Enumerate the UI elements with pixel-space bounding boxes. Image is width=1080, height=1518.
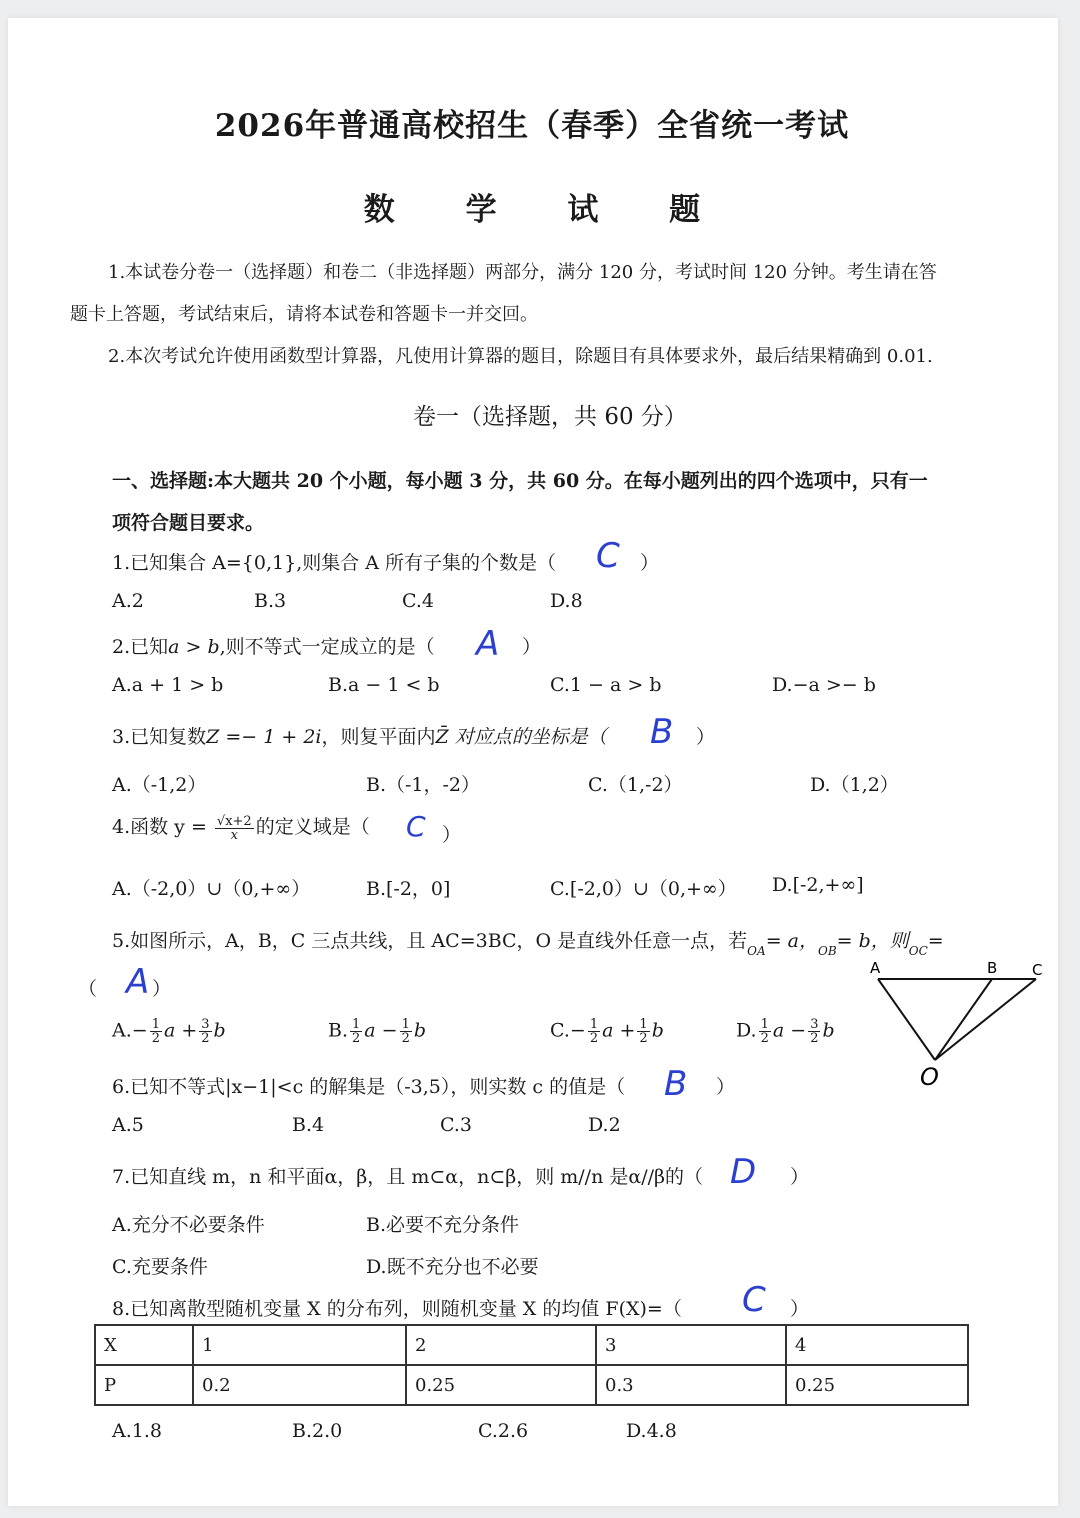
table-row-x — [95, 1325, 968, 1365]
section-heading: 卷一（选择题，共 60 分） — [413, 404, 687, 430]
table-cell: X — [95, 1325, 193, 1365]
question-3-close-paren: ） — [696, 726, 716, 748]
option-end: b — [213, 1019, 226, 1042]
question-5-option-d — [736, 1018, 835, 1045]
question-6-close-paren: ） — [716, 1076, 736, 1098]
question-5-vector-oa: OA — [747, 944, 766, 958]
frac-numerator: 1 — [639, 1017, 648, 1032]
question-2-stem-math: a > b — [168, 636, 220, 658]
table-cell: 0.2 — [193, 1365, 406, 1405]
option-prefix: B. — [328, 1019, 349, 1042]
question-4-handwritten-answer: C — [406, 810, 426, 843]
question-8-option-a: A.1.8 — [112, 1420, 162, 1442]
frac-numerator: 1 — [760, 1017, 769, 1032]
question-1-option-d: D.8 — [550, 590, 583, 612]
frac-denominator: 2 — [760, 1031, 769, 1046]
question-7-option-d: D.既不充分也不必要 — [366, 1256, 539, 1278]
question-4-stem — [112, 812, 370, 842]
question-5-close-paren: ） — [152, 978, 172, 1000]
question-3-option-c: C.（1,-2） — [588, 774, 683, 796]
question-3-stem-prefix: 3.已知复数 — [112, 726, 207, 748]
question-1-handwritten-answer: C — [596, 536, 620, 576]
note-2: 2.本次考试允许使用函数型计算器，凡使用计算器的题目，除题目有具体要求外，最后结果精确到 0.01. — [108, 346, 933, 367]
question-6-option-c: C.3 — [440, 1114, 472, 1136]
question-5-eq-a: = a， — [765, 930, 818, 952]
frac-denominator: 2 — [401, 1031, 410, 1046]
option-end: b — [651, 1019, 664, 1042]
frac-denominator: 2 — [639, 1031, 648, 1046]
frac-denominator: 2 — [201, 1031, 210, 1046]
frac-numerator: 3 — [810, 1017, 819, 1032]
question-2-option-c: C.1 − a > b — [550, 674, 662, 696]
question-6-option-d: D.2 — [588, 1114, 621, 1136]
question-3-option-a: A.（-1,2） — [112, 774, 207, 796]
note-1-line-2: 题卡上答题，考试结束后，请将本试卷和答题卡一并交回。 — [70, 304, 538, 325]
table-cell: P — [95, 1365, 193, 1405]
question-2-option-a: A.a + 1 > b — [112, 674, 224, 696]
question-2-stem — [112, 632, 435, 659]
question-2-close-paren: ） — [522, 636, 542, 658]
question-7-stem: 7.已知直线 m，n 和平面α，β，且 m⊂α，n⊂β，则 m//n 是α//β的（ — [112, 1166, 703, 1188]
figure-label-a: A — [870, 959, 881, 977]
question-5-option-a — [112, 1018, 226, 1045]
figure-label-b: B — [987, 959, 998, 977]
question-2-stem-suffix: ,则不等式一定成立的是（ — [219, 636, 435, 658]
question-5-stem — [112, 926, 944, 958]
question-1-stem: 1.已知集合 A={0,1},则集合 A 所有子集的个数是（ — [112, 552, 557, 574]
option-prefix: D. — [736, 1019, 757, 1042]
figure-line-bo — [935, 979, 992, 1060]
question-7-option-a: A.充分不必要条件 — [112, 1214, 265, 1236]
question-3-stem-mid: ，则复平面内 — [321, 726, 436, 748]
option-end: b — [822, 1019, 835, 1042]
question-8-option-b: B.2.0 — [292, 1420, 343, 1442]
question-6-handwritten-answer: B — [664, 1064, 688, 1104]
table-row-p — [95, 1365, 968, 1405]
distribution-table — [94, 1324, 969, 1406]
question-2-stem-prefix: 2.已知 — [112, 636, 169, 658]
frac-numerator: 1 — [589, 1017, 599, 1032]
exam-subtitle: 数 学 试 题 — [363, 192, 731, 228]
option-mid: a − — [772, 1019, 807, 1042]
note-1-line-1: 1.本试卷分卷一（选择题）和卷二（非选择题）两部分，满分 120 分，考试时间 120 分钟。考生请在答 — [108, 262, 937, 283]
question-5-triangle-figure — [860, 955, 1060, 1095]
frac-denominator: 2 — [352, 1031, 361, 1046]
figure-label-c: C — [1032, 961, 1043, 979]
question-8-handwritten-answer: C — [742, 1280, 766, 1320]
question-5-vector-ob: OB — [817, 944, 837, 958]
question-6-stem: 6.已知不等式|x−1|<c 的解集是（-3,5），则实数 c 的值是（ — [112, 1076, 626, 1098]
question-1-option-a: A.2 — [112, 590, 144, 612]
option-prefix: A.− — [112, 1019, 148, 1042]
question-4-option-a: A.（-2,0）∪（0,+∞） — [112, 878, 311, 900]
option-mid: a + — [163, 1019, 198, 1042]
figure-label-o: O — [920, 1063, 939, 1091]
question-4-fraction-numerator: √x+2 — [216, 813, 252, 829]
question-4-option-c: C.[-2,0）∪（0,+∞） — [550, 878, 737, 900]
table-cell: 3 — [596, 1325, 786, 1365]
question-5-stem-text: 5.如图所示，A，B，C 三点共线，且 AC=3BC，O 是直线外任意一点，若 — [112, 930, 748, 952]
question-3-option-b: B.（-1，-2） — [366, 774, 481, 796]
question-4-option-d: D.[-2,+∞] — [772, 874, 864, 896]
frac-denominator: 2 — [589, 1031, 599, 1046]
question-4-close-paren: ） — [442, 824, 462, 846]
question-4-fraction-denominator: x — [230, 827, 238, 843]
option-end: b — [413, 1019, 427, 1042]
exam-paper — [8, 18, 1058, 1506]
question-4-stem-prefix: 4.函数 y = — [112, 816, 207, 838]
question-4-stem-suffix: 的定义域是（ — [255, 816, 370, 838]
exam-title: 2026年普通高校招生（春季）全省统一考试 — [214, 108, 850, 144]
question-6-option-b: B.4 — [292, 1114, 325, 1136]
question-1-option-b: B.3 — [254, 590, 287, 612]
question-1-close-paren: ） — [640, 552, 660, 574]
question-7-option-b: B.必要不充分条件 — [366, 1214, 520, 1236]
question-7-close-paren: ） — [790, 1166, 810, 1188]
frac-numerator: 1 — [352, 1017, 361, 1032]
question-8-stem: 8.已知离散型随机变量 X 的分布列，则随机变量 X 的均值 F(X)=（ — [112, 1298, 682, 1320]
instructions-line-1: 一、选择题:本大题共 20 个小题，每小题 3 分，共 60 分。在每小题列出的四个选项中，只有一 — [112, 470, 928, 492]
question-4-option-b: B.[-2，0] — [366, 878, 451, 900]
question-7-handwritten-answer: D — [730, 1152, 757, 1192]
frac-numerator: 1 — [401, 1017, 410, 1032]
question-5-open-paren: （ — [78, 978, 98, 1000]
question-3-stem — [112, 722, 607, 749]
table-cell: 1 — [193, 1325, 406, 1365]
table-cell: 0.25 — [406, 1365, 596, 1405]
option-mid: a − — [364, 1019, 398, 1042]
question-3-option-d: D.（1,2） — [810, 774, 899, 796]
question-7-option-c: C.充要条件 — [112, 1256, 208, 1278]
question-5-handwritten-answer: A — [126, 962, 150, 1002]
option-prefix: C.− — [550, 1019, 586, 1042]
option-mid: a + — [602, 1019, 636, 1042]
question-5-vector-oc: OC — [908, 944, 928, 958]
figure-line-co — [935, 979, 1036, 1060]
question-8-option-c: C.2.6 — [478, 1420, 529, 1442]
frac-numerator: 3 — [201, 1017, 210, 1032]
instructions-line-2: 项符合题目要求。 — [112, 512, 265, 534]
question-5-option-c — [550, 1018, 664, 1045]
question-3-handwritten-answer: B — [650, 712, 674, 752]
question-3-stem-suffix: Z̄ 对应点的坐标是（ — [435, 726, 607, 748]
question-3-stem-math: Z =− 1 + 2i — [206, 726, 322, 748]
question-5-option-b — [328, 1018, 426, 1045]
figure-line-ao — [878, 979, 935, 1060]
table-cell: 0.25 — [786, 1365, 968, 1405]
question-1-option-c: C.4 — [402, 590, 434, 612]
table-cell: 0.3 — [596, 1365, 786, 1405]
question-2-option-d: D.−a >− b — [772, 674, 876, 696]
question-4-fraction — [215, 815, 254, 842]
question-5-eq-b: = b，则 — [836, 930, 909, 952]
question-8-option-d: D.4.8 — [626, 1420, 677, 1442]
table-cell: 4 — [786, 1325, 968, 1365]
frac-denominator: 2 — [151, 1031, 160, 1046]
question-6-option-a: A.5 — [112, 1114, 144, 1136]
table-cell: 2 — [406, 1325, 596, 1365]
frac-numerator: 1 — [151, 1017, 160, 1032]
question-2-handwritten-answer: A — [476, 624, 500, 664]
question-2-option-b: B.a − 1 < b — [328, 674, 440, 696]
question-8-close-paren: ） — [790, 1298, 810, 1320]
frac-denominator: 2 — [810, 1031, 819, 1046]
question-5-eq-c: = — [927, 930, 944, 952]
